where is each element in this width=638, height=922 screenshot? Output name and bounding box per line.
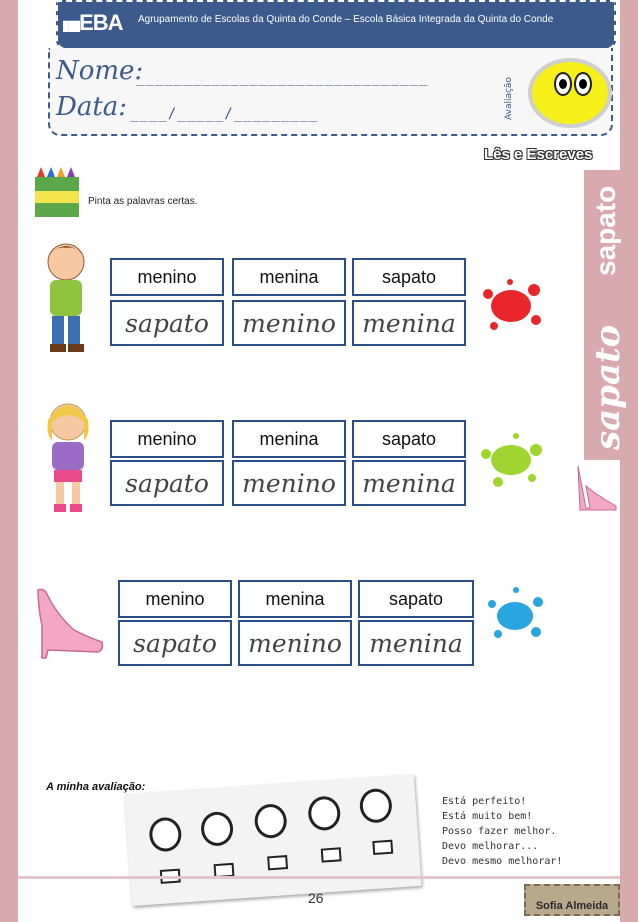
instruction-text: Pinta as palavras certas.	[88, 196, 198, 207]
very-happy-face-icon	[148, 816, 182, 852]
sad-face-icon	[307, 795, 341, 831]
rating-checkbox[interactable]	[372, 840, 393, 855]
date-field[interactable]: ____/_____/_________	[130, 106, 319, 122]
smiley-icon	[528, 58, 612, 128]
girl-icon	[38, 396, 98, 518]
smiley-right-eye	[574, 72, 592, 96]
rating-checkbox[interactable]	[267, 855, 288, 870]
neutral-face-icon	[254, 803, 288, 839]
print-word-box[interactable]: menino	[118, 580, 232, 618]
name-label: Nome:	[56, 56, 144, 86]
print-word-box[interactable]: menino	[110, 420, 224, 458]
print-word-box[interactable]: menina	[232, 420, 346, 458]
print-word-box[interactable]: sapato	[358, 580, 474, 618]
cursive-word-box[interactable]: sapato	[110, 460, 224, 506]
print-word-box[interactable]: menina	[238, 580, 352, 618]
name-field[interactable]: _______________________________	[136, 70, 429, 86]
cursive-word-box[interactable]: sapato	[110, 300, 224, 346]
very-sad-face-icon	[359, 788, 393, 824]
evaluation-legend	[442, 794, 562, 869]
evaluation-side-label: Avaliação	[504, 77, 514, 120]
page-number: 26	[308, 890, 324, 906]
side-print-word: sapato	[590, 185, 621, 276]
cursive-word-box[interactable]: menino	[238, 620, 352, 666]
cursive-word-box[interactable]: menina	[352, 300, 466, 346]
print-word-box[interactable]: sapato	[352, 420, 466, 458]
print-word-box[interactable]: sapato	[352, 258, 466, 296]
school-logo	[62, 10, 132, 44]
print-word-box[interactable]: menino	[110, 258, 224, 296]
side-cursive-word: sapato	[588, 324, 628, 450]
cursive-word-box[interactable]: menino	[232, 300, 346, 346]
happy-face-icon	[200, 811, 234, 847]
print-word-box[interactable]: menina	[232, 258, 346, 296]
shoe-icon	[34, 586, 106, 662]
cursive-word-box[interactable]: menina	[358, 620, 474, 666]
logo-bars-icon: ▮▮▮	[62, 17, 80, 33]
red-paint-splash-icon	[476, 276, 546, 336]
cursive-word-box[interactable]: sapato	[118, 620, 232, 666]
logo-text: EBA	[79, 10, 123, 35]
legend-item: Está muito bem!	[442, 811, 533, 822]
legend-item: Devo melhorar...	[442, 841, 539, 852]
cursive-word-box[interactable]: menina	[352, 460, 466, 506]
side-tab	[584, 170, 628, 460]
side-shoe-icon	[572, 462, 620, 514]
legend-item: Devo mesmo melhorar!	[442, 856, 563, 867]
smiley-left-eye	[554, 72, 572, 96]
subject-heading: Lês e Escreves	[484, 146, 593, 163]
legend-item: Posso fazer melhor.	[442, 826, 557, 837]
blue-paint-splash-icon	[482, 586, 548, 646]
self-evaluation-card	[124, 774, 421, 906]
school-banner	[56, 0, 616, 50]
header	[16, 0, 606, 140]
self-evaluation-label: A minha avaliação:	[46, 781, 146, 793]
footer-divider	[18, 876, 620, 879]
legend-item: Está perfeito!	[442, 796, 527, 807]
date-label: Data:	[56, 92, 128, 122]
crayons-icon	[35, 165, 79, 217]
boy-icon	[36, 238, 98, 356]
green-paint-splash-icon	[476, 430, 546, 490]
cursive-word-box[interactable]: menino	[232, 460, 346, 506]
author-tag: Sofia Almeida	[524, 884, 620, 916]
rating-checkbox[interactable]	[321, 847, 342, 862]
school-name: Agrupamento de Escolas da Quinta do Conde – Escola Básica Integrada da Quinta do Conde	[138, 14, 554, 25]
